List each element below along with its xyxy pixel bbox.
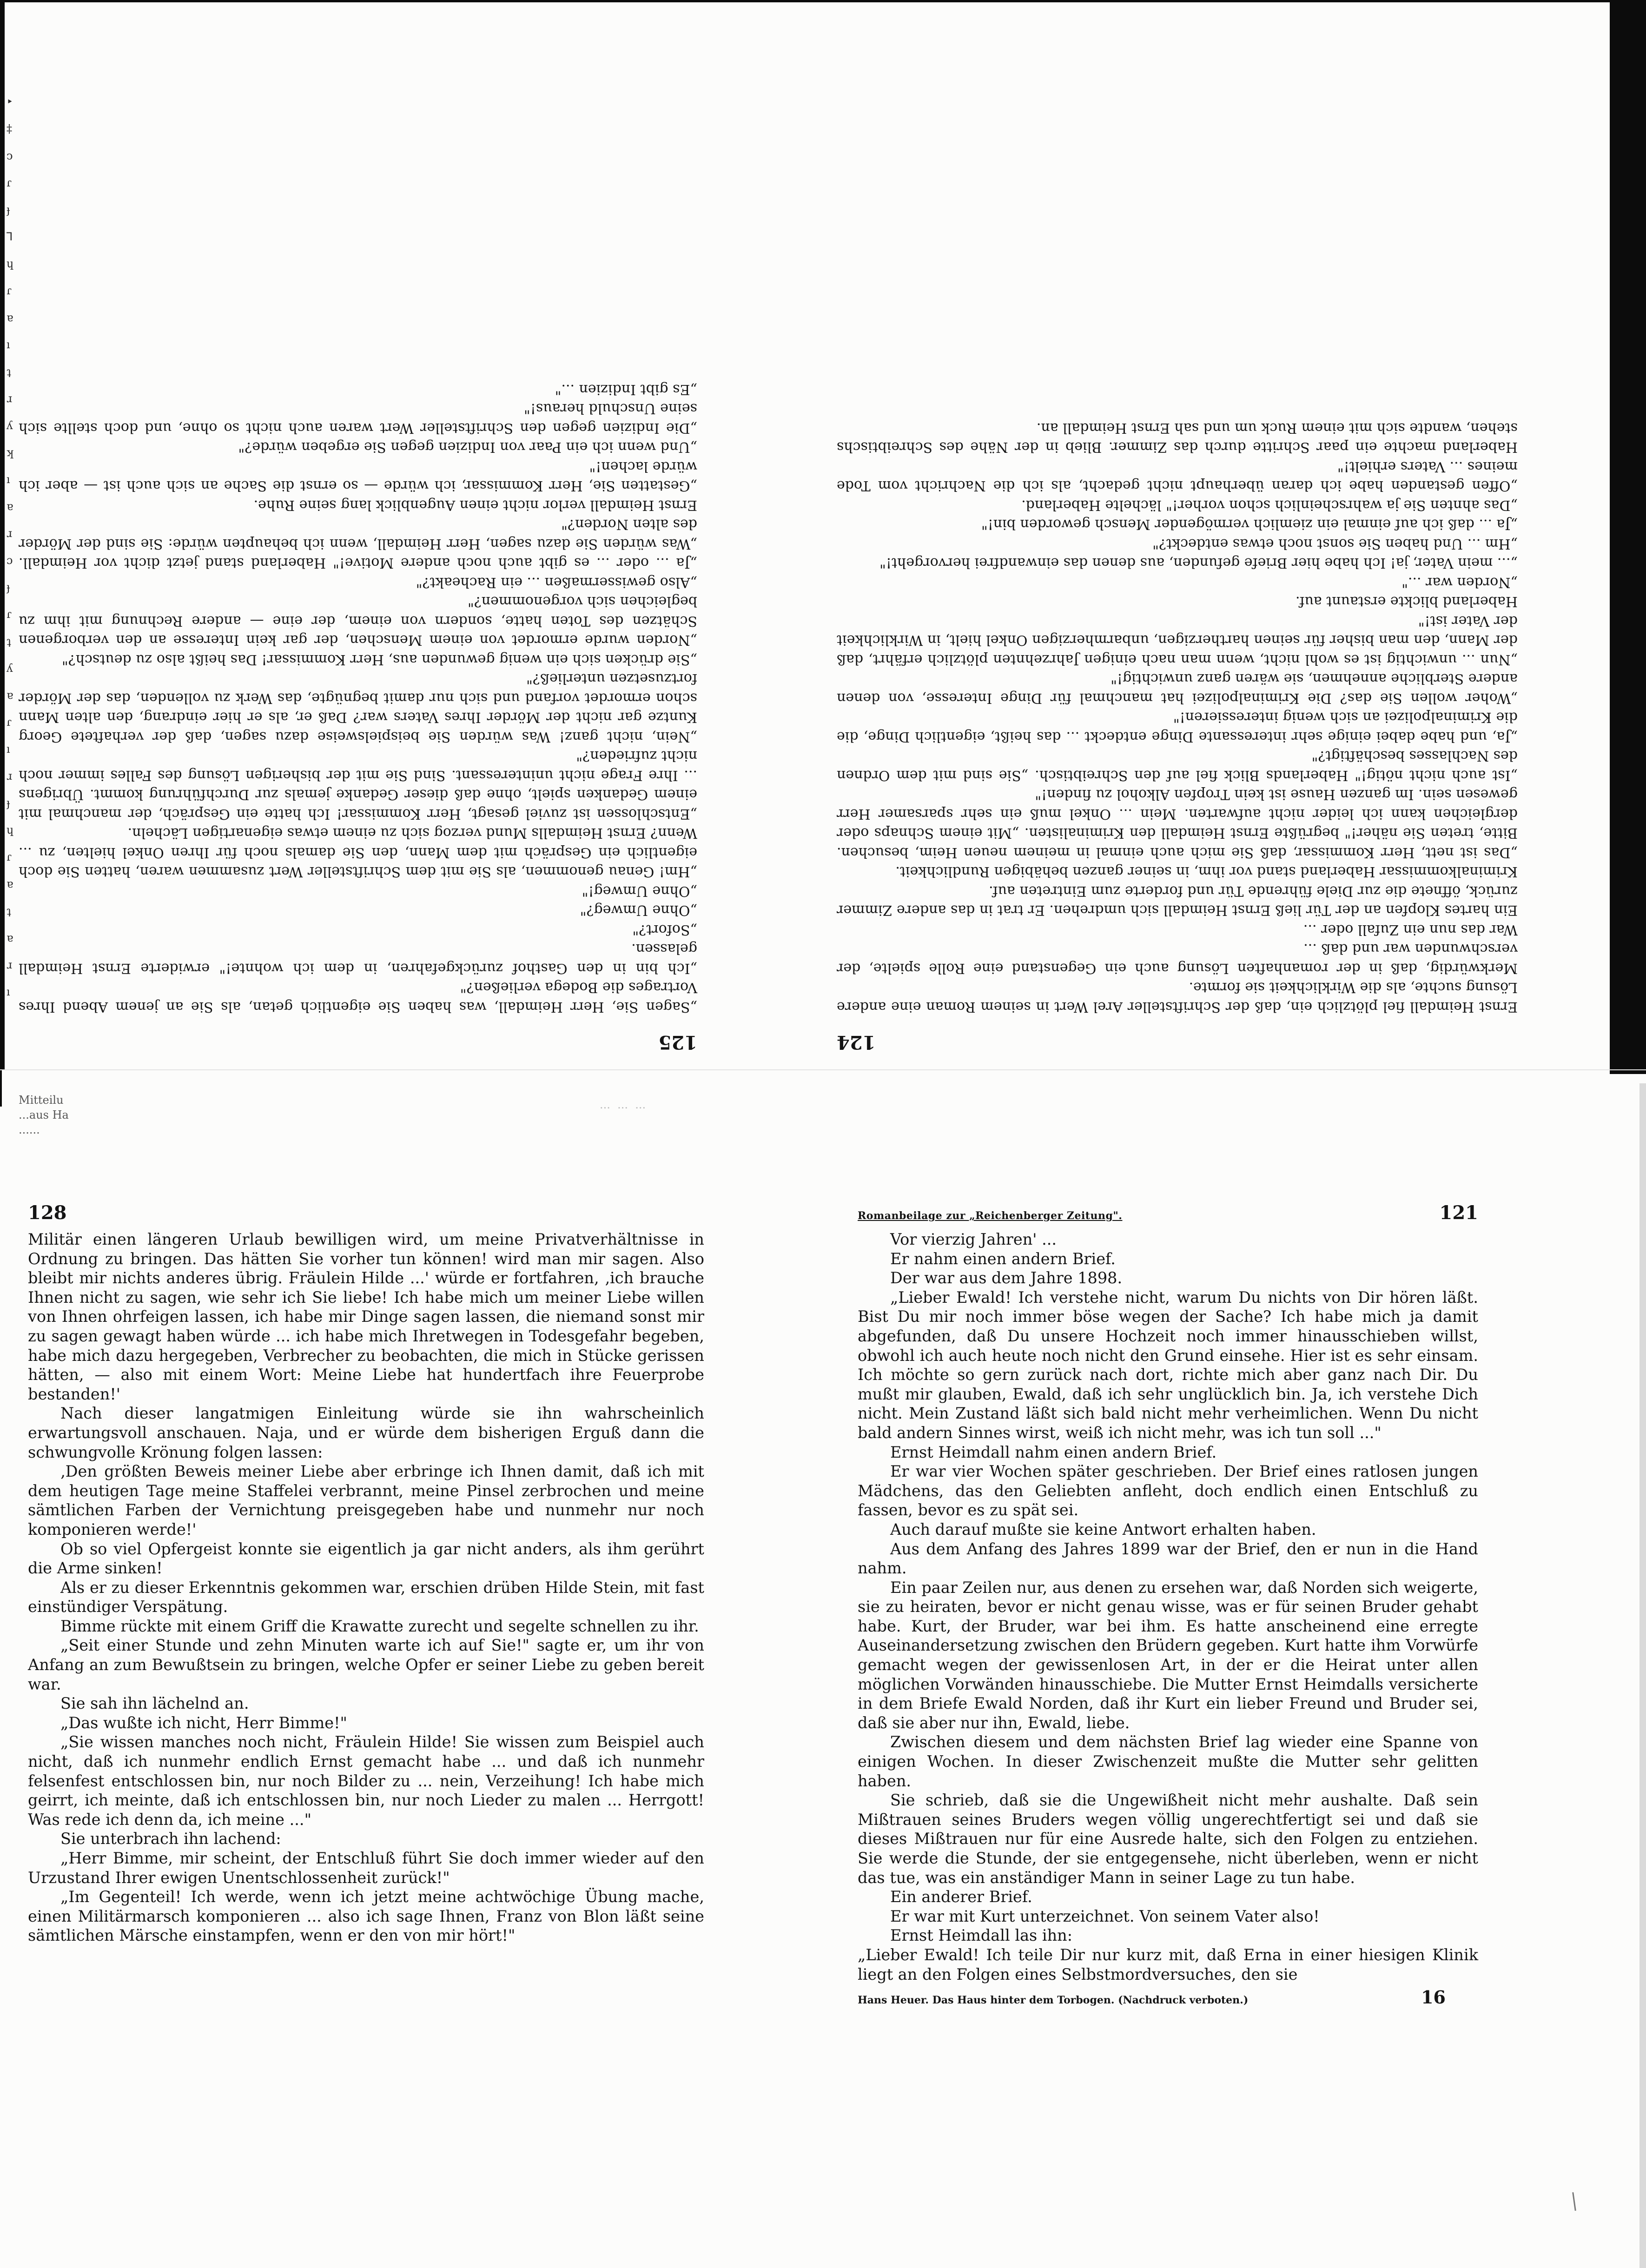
lower-right-header [858,1202,1478,1230]
bleed-through-margin-text: ‣ ‡ ↄ ɾ ɟ ⅂ ɥ ɾ ɐ ı ʇ ɹ ʎ ʞ ı ɐ ɹ ɔ ɟ ɾ ʇ ʎ ɐ ɾ ı ɹ ɟ ɥ ɾ ɐ ʇ ɐ ɹ ı [7,95,14,998]
upper-right-body-text: Ernst Heimdall fiel plötzlich ein, daß der Schriftsteller Arel Wert in seinem Roman eine andere Lösung suchte, als die Wirklichkeit sie formte. Merkwürdig, daß in der romanhaften Lösung auch ein Gegenstand eine Rolle spielte, der verschwunden war und daß ... War das nun ein Zufall oder ... Ein hartes Klopfen an der Tür ließ Ernst Heimdall sich umdrehen. Er trat in das andere Zimmer zurück, öffnete die zur Diele führende Tür und forderte zum Eintreten auf. Kriminalkommissar Haberland stand vor ihm, in seiner ganzen behäbigen Rundlichkeit. „Das ist nett, Herr Kommissar, daß Sie mich auch einmal in meinem neuen Heim, besuchen. Bitte, treten Sie näher!" begrüßte Ernst Heimdall den Kriminalisten. „Mit einem Schnaps oder dergleichen kann ich leider nicht aufwarten. Mein ... Onkel muß ein sehr sparsamer Herr gewesen sein. Im ganzen Hause ist kein Tropfen Alkohol zu finden!" „Ist auch nicht nötig!" Haberlands Blick fiel auf den Schreibtisch. „Sie sind mit dem Ordnen des Nachlasses beschäftigt?" „Ja, und habe dabei einige sehr interessante Dinge entdeckt ... das heißt, eigentlich Dinge, die die Kriminalpolizei an sich wenig interessieren!" „Woher wollen Sie das? Die Kriminalpolizei hat manchmal für Dinge Interesse, von denen andere Sterbliche annehmen, sie wären ganz unwichtig!" „Nun ... unwichtig ist es wohl nicht, wenn man nach einigen Jahrzehnten plötzlich erfährt, daß der Mann, den man bisher für seinen hartherzigen, unbarmherzigen Onkel hielt, in Wirklichkeit der Vater ist!" Haberland blickte erstaunt auf. „Norden war ..." „... mein Vater, ja! Ich habe hier Briefe gefunden, aus denen das einwandfrei hervorgeht!" „Hm ... Und haben Sie sonst noch etwas entdeckt?" „Ja ... daß ich auf einmal ein ziemlich vermögender Mensch geworden bin!" „Das ahnten Sie ja wahrscheinlich schon vorher!" lächelte Haberland. „Offen gestanden habe ich daran überhaupt nicht gedacht, als ich die Nachricht vom Tode meines ... Vaters erhielt!" Haberland machte ein paar Schritte durch das Zimmer. Blieb in der Nähe des Schreibtischs stehen, wandte sich mit einem Ruck um und sah Ernst Heimdall an. [837,420,1518,1015]
upper-right-header [837,1031,1518,1053]
paragraph: Ob so viel Opfergeist konnte sie eigentlich ja gar nicht anders, als ihm gerührt die Arme sinken! [28,1539,704,1578]
paragraph: Ein paar Zeilen nur, aus denen zu ersehen war, daß Norden sich weigerte, sie zu heiraten, bevor er nicht genau wisse, was er für seinen Bruder gehabt habe. Kurt, der Bruder, war bei ihm. Es hatte anscheinend eine erregte Auseinandersetzung zwischen den Brüdern gegeben. Kurt hatte ihm Vorwürfe gemacht wegen der gewissenlosen Art, in der er die Heirat unter allen möglichen Vorwänden hinausschiebe. Die Mutter Ernst Heimdalls versicherte in dem Briefe Ewald Norden, daß ihr Kurt ein lieber Freund und Bruder sei, daß sie aber nur ihn, Ewald, liebe. [858,1578,1478,1732]
paragraph: Der war aus dem Jahre 1898. [890,1269,1123,1287]
signature-number: 16 [1421,1987,1446,2008]
lower-right-page [858,1202,1478,2008]
paragraph: Nach dieser langatmigen Einleitung würde sie ihn wahrscheinlich erwartungsvoll anschauen. Naja, und er würde dem bisherigen Erguß dann die schwungvolle Krönung folgen lassen: [28,1404,704,1461]
author-title-footer: Hans Heuer. Das Haus hinter dem Torbogen. (Nachdruck verboten.) [858,1994,1249,2007]
paragraph: Ein anderer Brief. [890,1888,1032,1906]
paragraph: ‚Den größten Beweis meiner Liebe aber erbringe ich Ihnen damit, daß ich mit dem heutigen Tage meine Staffelei verbrannt, meine Pinsel zerbrochen und meine sämtlichen Farben der Vernichtung preisgegeben habe und nunmehr nur noch komponieren werde!' [28,1462,704,1539]
lower-right-page-number: 121 [1439,1202,1478,1224]
paragraph: Aus dem Anfang des Jahres 1899 war der Brief, den er nun in die Hand nahm. [858,1539,1478,1578]
scan-border-top [0,0,1646,2]
paragraph: Sie sah ihn lächelnd an. [60,1694,249,1713]
upper-left-body-text: „Sagen Sie, Herr Heimdall, was haben Sie eigentlich getan, als Sie an jenem Abend Ihres Vortrages die Bodega verließen?" „Ich bin in den Gasthof zurückgefahren, in dem ich wohnte!" erwiderte Ernst Heimdall gelassen. „Sofort?" „Ohne Umweg?" „Ohne Umweg!" „Hm! Genau genommen, als Sie mit dem Schriftsteller Wert zusammen waren, hatten Sie doch eigentlich ein Gespräch mit dem Mann, den Sie damals noch für Ihren Onkel hielten, zu ... Wenn? Ernst Heimdalls Mund verzog sich zu einem etwas eigenartigen Lächeln. „Entschlossen ist zuviel gesagt, Herr Kommissar! Ich hatte ein Gespräch, der manchmal mit einem Gedanken spielt, ohne daß dieser Gedanke jemals zur Durchführung kommt. Übrigens ... Ihre Frage nicht uninteressant. Sind Sie mit der bisherigen Lösung des Falles immer noch nicht zufrieden?" „Nein, nicht ganz! Was würden Sie beispielsweise dazu sagen, daß der verhaftete Georg Kuntze gar nicht der Mörder Ihres Vaters war? Daß er, als er hier eindrang, den alten Mann schon ermordet vorfand und sich nur damit begnügte, das Werk zu vollenden, das der Mörder fortzusetzen unterließ?" „Sie drücken sich ein wenig gewunden aus, Herr Kommissar! Das heißt also zu deutsch?" „Norden wurde ermordet von einem Menschen, der gar kein Interesse an den verborgenen Schätzen des Toten hatte, sondern von einem, der eine — andere Rechnung mit ihm zu begleichen sich vorgenommen?" „Also gewissermaßen ... ein Racheakt?" „Ja ... oder ... es gibt auch noch andere Motive!" Haberland stand jetzt dicht vor Heimdall. „Was würden Sie dazu sagen, Herr Heimdall, wenn ich behaupten würde: Sie sind der Mörder des alten Norden?" Ernst Heimdall verlor nicht einen Augenblick lang seine Ruhe. „Gestatten Sie, Herr Kommissar, ich würde — so ernst die Sache an sich auch ist — aber ich würde lachen!" „Und wenn ich ein Paar von Indizien gegen Sie ergeben würde?" „Die Indizien gegen den Schriftsteller Wert waren auch nicht so ohne, und doch stellte sich seine Unschuld heraus!" „Es gibt Indizien ..." [19,381,697,1015]
paragraph: Vor vierzig Jahren' ... [890,1230,1057,1248]
faint-margin-print-center: ... ... ... [600,1098,646,1111]
paragraph: „Im Gegenteil! Ich werde, wenn ich jetzt meine achtwöchige Übung mache, einen Militärmarsch komponieren ... also ich sage Ihnen, Franz von Blon läßt seine sämtlichen Märsche einstampfen, wenn er den von mir hört!" [28,1888,704,1945]
scan-border-left-lower [0,1069,2,1107]
faint-margin-print-left: Mitteilu ...aus Ha ...... [19,1094,69,1136]
paragraph: „Das wußte ich nicht, Herr Bimme!" [60,1713,347,1732]
scan-border-right [1610,0,1646,1074]
paragraph: Auch darauf mußte sie keine Antwort erhalten haben. [890,1520,1316,1539]
supplement-title: Romanbeilage zur „Reichenberger Zeitung". [858,1210,1123,1222]
page-fold-line [0,1069,1646,1070]
paragraph: Ernst Heimdall nahm einen andern Brief. [890,1443,1217,1461]
lower-right-body [858,1230,1478,1984]
paragraph: Er war mit Kurt unterzeichnet. Von seinem Vater also! [890,1907,1320,1925]
paragraph: „Seit einer Stunde und zehn Minuten warte ich auf Sie!" sagte er, um ihr von Anfang an zum Bewußtsein zu bringen, welche Opfer er seiner Liebe zu geben bereit war. [28,1636,704,1693]
paragraph: Er nahm einen andern Brief. [890,1249,1116,1268]
upper-right-page-number: 124 [837,1031,876,1053]
paragraph: Zwischen diesem und dem nächsten Brief lag wieder eine Spanne von einigen Wochen. In dieser Zwischenzeit mußte die Mutter sehr gelitten haben. [858,1733,1478,1790]
paragraph: „Lieber Ewald! Ich teile Dir nur kurz mit, daß Erna in einer hiesigen Klinik liegt an den Folgen eines Selbstmordversuches, den sie [858,1945,1478,1983]
scan-border-left [0,0,5,1069]
upper-left-page-inverted [19,86,697,1053]
paragraph: Bimme rückte mit einem Griff die Krawatte zurecht und segelte schnellen zu ihr. [60,1617,699,1635]
paragraph: Sie unterbrach ihn lachend: [60,1830,281,1848]
paragraph: „Herr Bimme, mir scheint, der Entschluß führt Sie doch immer wieder auf den Urzustand Ihrer ewigen Unentschlossenheit zurück!" [28,1849,704,1887]
paragraph: Militär einen längeren Urlaub bewilligen wird, um meine Privatverhältnisse in Ordnung zu bringen. Das hätten Sie vorher tun können! wird man mir sagen. Also bleibt mir nichts anderes übrig. Fräulein Hilde ...' würde er fortfahren, ‚ich brauche Ihnen nicht zu sagen, wie sehr ich Sie liebe! Ich habe mich um meiner Liebe willen von Ihnen ohrfeigen lassen, ich habe mir Dinge sagen lassen, die niemand sonst mir zu sagen gewagt haben würde ... ich habe mich Ihretwegen in Todesgefahr begeben, habe mich dazu hergegeben, Verbrecher zu beobachten, die mich in Stücke gerissen hätten, — also mit einem Wort: Meine Liebe hat hundertfach ihre Feuerprobe bestanden!' [28,1230,704,1403]
upper-left-header [19,1031,697,1053]
paragraph: Als er zu dieser Erkenntnis gekommen war, erschien drüben Hilde Stein, mit fast einstündiger Verspätung. [28,1578,704,1616]
paragraph: Er war vier Wochen später geschrieben. Der Brief eines ratlosen jungen Mädchens, das den Geliebten anfleht, doch endlich einen Entschluß zu fassen, bevor es zu spät sei. [858,1462,1478,1519]
lower-left-page-number: 128 [28,1202,67,1224]
lower-left-page [28,1202,704,1945]
lower-right-footer [858,1987,1478,2008]
paragraph: Ernst Heimdall las ihn: [890,1926,1073,1945]
scan-border-right-lower [1639,1083,1646,2268]
lower-left-header [28,1202,704,1230]
scan-speck [1572,2192,1576,2211]
paragraph: „Lieber Ewald! Ich verstehe nicht, warum Du nichts von Dir hören läßt. Bist Du mir noch immer böse wegen der Sache? Ich habe mich ja damit abgefunden, daß Du unsere Hochzeit noch immer hinausschieben willst, obwohl ich auch heute noch nicht den Grund einsehe. Hier ist es sehr einsam. Ich möchte so gern zurück nach dort, richte mich aber ganz nach Dir. Du mußt mir glauben, Ewald, daß ich sehr unglücklich bin. Ja, ich verstehe Dich nicht. Mein Zustand läßt sich bald nicht mehr verheimlichen. Wenn Du nicht bald andern Sinnes wirst, weiß ich nicht mehr, was ich tun soll ..." [858,1288,1478,1442]
paragraph: „Sie wissen manches noch nicht, Fräulein Hilde! Sie wissen zum Beispiel auch nicht, daß ich nunmehr endlich Ernst gemacht habe ... und daß ich nunmehr felsenfest entschlossen bin, nur noch Bilder zu ... nein, Verzeihung! Ich habe mich geirrt, ich meinte, daß ich entschlossen bin, nur noch Lieder zu malen ... Herrgott! Was rede ich denn da, ich meine ..." [28,1733,704,1829]
lower-left-body [28,1230,704,1945]
upper-right-page-inverted [837,86,1518,1053]
paragraph: Sie schrieb, daß sie die Ungewißheit nicht mehr aushalte. Daß sein Mißtrauen seines Bruders wegen völlig ungerechtfertigt sei und daß sie dieses Mißtrauen nur für eine Ausrede halte, sich den Folgen zu entziehen. Sie werde die Stunde, der sie entgegensehe, nicht überleben, wenn er nicht das tue, was ein anständiger Mann in seiner Lage zu tun habe. [858,1791,1478,1887]
upper-left-page-number: 125 [658,1031,697,1053]
